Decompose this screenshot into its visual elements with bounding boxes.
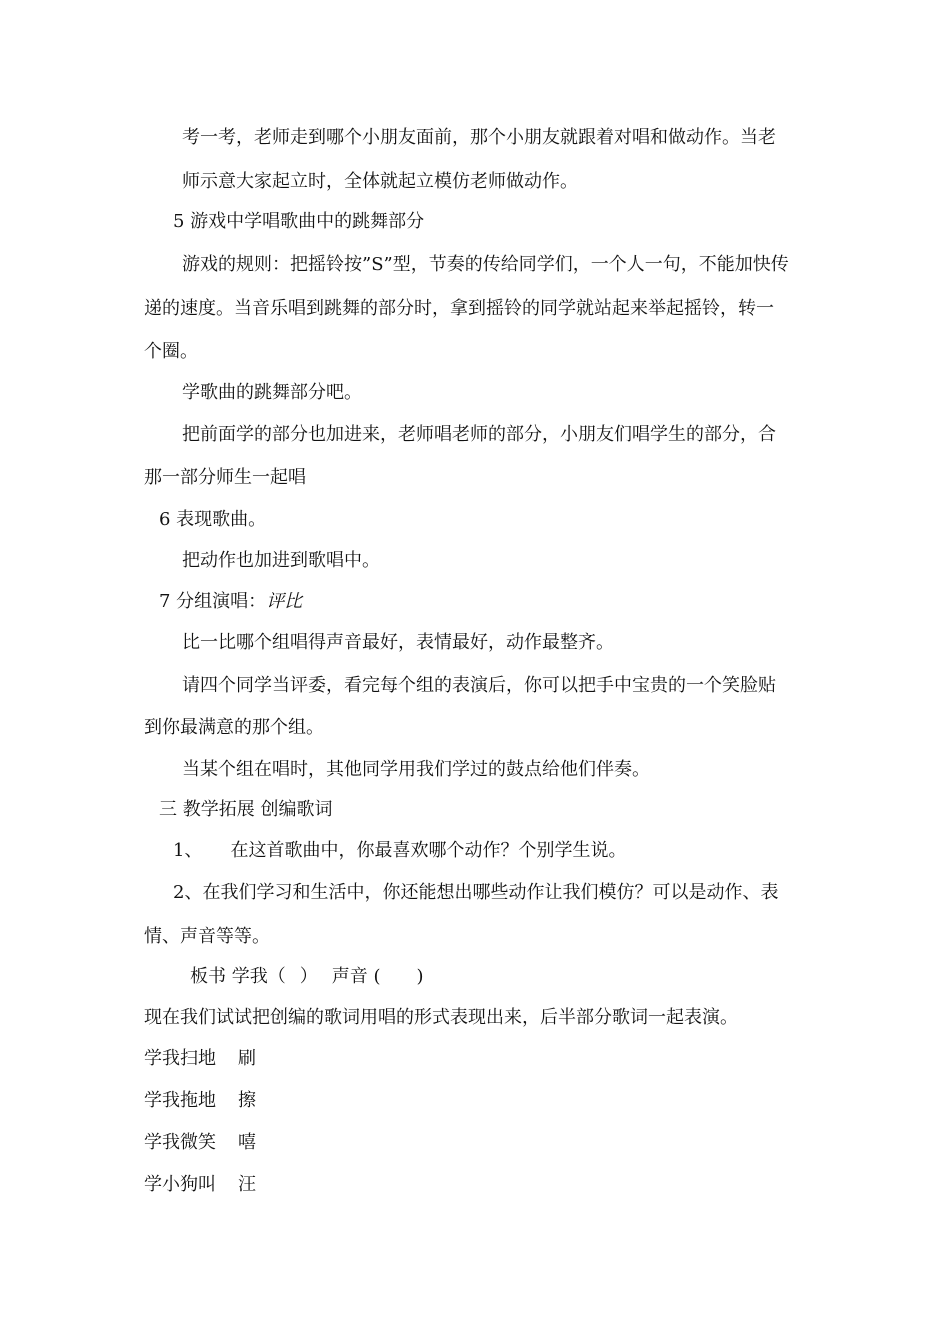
paragraph-line: 游戏的规则：把摇铃按”S”型，节奏的传给同学们，一个人一句，不能加快传 bbox=[182, 254, 789, 275]
lyric-text: 学我扫地 bbox=[144, 1048, 216, 1069]
lyric-sound: 刷 bbox=[238, 1048, 256, 1069]
list-text: 在这首歌曲中，你最喜欢哪个动作？个别学生说。 bbox=[230, 840, 627, 861]
paragraph-line: 当某个组在唱时，其他同学用我们学过的鼓点给他们伴奏。 bbox=[182, 759, 650, 780]
list-number: 1、 bbox=[173, 840, 203, 861]
paragraph-line: 现在我们试试把创编的歌词用唱的形式表现出来，后半部分歌词一起表演。 bbox=[144, 1007, 738, 1028]
paragraph-line: 到你最满意的那个组。 bbox=[144, 717, 324, 738]
paragraph-line: 把动作也加进到歌唱中。 bbox=[182, 550, 380, 571]
lyric-sound: 擦 bbox=[238, 1090, 256, 1111]
blackboard-text: ） bbox=[299, 966, 318, 987]
heading-text: 7 分组演唱： bbox=[159, 591, 267, 612]
paragraph-line: 比一比哪个组唱得声音最好，表情最好，动作最整齐。 bbox=[182, 632, 614, 653]
paragraph-line: 情、声音等等。 bbox=[144, 926, 270, 947]
blackboard-text: 声音 ( bbox=[331, 966, 381, 987]
lyric-line bbox=[144, 1046, 256, 1072]
lyric-line bbox=[144, 1130, 256, 1156]
blackboard-text: 板书 学我（ bbox=[190, 966, 286, 987]
paragraph-line: 那一部分师生一起唱 bbox=[144, 467, 306, 488]
paragraph-line: 考一考，老师走到哪个小朋友面前，那个小朋友就跟着对唱和做动作。当老 bbox=[182, 127, 776, 148]
section-heading: 5 游戏中学唱歌曲中的跳舞部分 bbox=[173, 211, 425, 232]
section-heading: 6 表现歌曲。 bbox=[159, 509, 267, 530]
blackboard-line bbox=[190, 964, 424, 990]
paragraph-line: 递的速度。当音乐唱到跳舞的部分时，拿到摇铃的同学就站起来举起摇铃，转一 bbox=[144, 298, 774, 319]
lyric-text: 学我拖地 bbox=[144, 1090, 216, 1111]
lyric-sound: 汪 bbox=[238, 1174, 256, 1195]
paragraph-line: 个圈。 bbox=[144, 341, 198, 362]
section-heading: 三 教学拓展 创编歌词 bbox=[159, 799, 333, 820]
paragraph-line: 师示意大家起立时，全体就起立模仿老师做动作。 bbox=[182, 171, 578, 192]
paragraph-line: 请四个同学当评委，看完每个组的表演后，你可以把手中宝贵的一个笑脸贴 bbox=[182, 675, 776, 696]
paragraph-line: 把前面学的部分也加进来，老师唱老师的部分，小朋友们唱学生的部分，合 bbox=[182, 424, 776, 445]
italic-text: 评比 bbox=[266, 591, 303, 612]
lyric-text: 学小狗叫 bbox=[144, 1174, 216, 1195]
lyric-text: 学我微笑 bbox=[144, 1132, 216, 1153]
paragraph-line: 学歌曲的跳舞部分吧。 bbox=[182, 382, 362, 403]
list-item: 2、在我们学习和生活中，你还能想出哪些动作让我们模仿？可以是动作、表 bbox=[173, 882, 779, 903]
list-item bbox=[173, 838, 626, 864]
lyric-sound: 嘻 bbox=[238, 1132, 256, 1153]
blackboard-text: ) bbox=[416, 966, 424, 987]
lyric-line bbox=[144, 1088, 256, 1114]
section-heading bbox=[159, 589, 302, 615]
lyric-line bbox=[144, 1172, 256, 1198]
